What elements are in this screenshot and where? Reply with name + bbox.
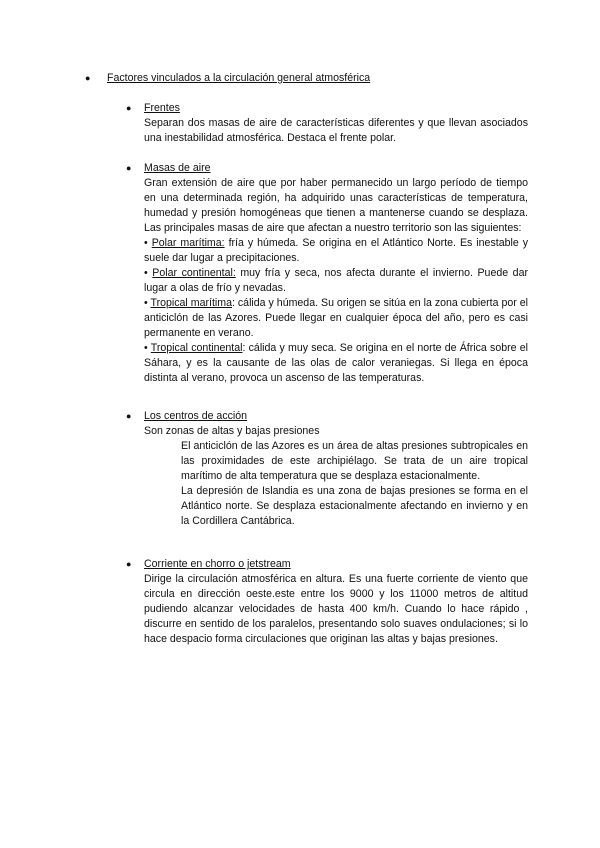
corriente-body <box>144 572 528 647</box>
masa-item: • Polar marítima: fría y húmeda. Se origina en el Atlántico Norte. Es inestable y suele dar lugar a precipitaciones. <box>144 237 529 264</box>
bullet-icon: ● <box>126 559 132 569</box>
masa-name: Polar continental: <box>152 267 236 279</box>
masa-item: • Tropical marítima: cálida y húmeda. Su origen se sitúa en la zona cubierta por el anticiclón de las Azores. Puede llegar en cualquier época del año, pero es casi permanente en verano. <box>144 297 528 339</box>
masas-title: Masas de aire <box>144 162 211 174</box>
masa-item: • Polar continental: muy fría y seca, nos afecta durante el invierno. Puede dar lugar a olas de frío y nevadas. <box>144 267 528 294</box>
centros-body <box>144 424 528 529</box>
frentes-text: Separan dos masas de aire de características diferentes y que llevan asociados una inestabilidad atmosférica. Destaca el frente polar. <box>144 117 528 144</box>
masa-name: Tropical continental <box>150 342 243 354</box>
masas-intro: Gran extensión de aire que por haber permanecido un largo período de tiempo en una determinada región, ha adquirido unas características de temperatura, humedad y presión homogéneas que tienen a mantenerse cuando se desplaza. Las principales masas de aire que afectan a nuestro territorio son las siguientes: <box>144 177 528 234</box>
bullet-icon: ● <box>126 103 132 113</box>
centros-islandia: La depresión de Islandia es una zona de bajas presiones se forma en el Atlántico norte. Se desplaza estacionalmente afectando en invierno y en la Cordillera Cantábrica. <box>181 485 528 527</box>
centros-intro: Son zonas de altas y bajas presiones <box>144 425 320 437</box>
main-topic-title: Factores vinculados a la circulación general atmosférica <box>107 72 371 84</box>
bullet-icon: ● <box>126 163 132 173</box>
corriente-title: Corriente en chorro o jetstream <box>144 558 291 570</box>
masa-name: Tropical marítima <box>150 297 232 309</box>
masas-body <box>144 176 528 386</box>
centros-title: Los centros de acción <box>144 410 248 422</box>
bullet-icon: ● <box>85 73 91 83</box>
frentes-body <box>144 116 528 146</box>
masa-name: Polar marítima: <box>151 237 225 249</box>
bullet-icon: ● <box>126 411 132 421</box>
corriente-text: Dirige la circulación atmosférica en altura. Es una fuerte corriente de viento que circula en dirección oeste.este entre los 9000 y los 11000 metros de altitud pudiendo alcanzar velocidades de hasta 400 km/h. Cuando lo hace rápido , discurre en sentido de los paralelos, presentando solo suaves ondulaciones; si lo hace despacio forma circulaciones que originan las altas y bajas presiones. <box>144 573 528 645</box>
centros-azores: El anticiclón de las Azores es un área de altas presiones subtropicales en las proximidades de este archipiélago. Se trata de un aire tropical marítimo de alta temperatura que se desplaza estacionalmente. <box>181 440 528 482</box>
frentes-title: Frentes <box>144 102 180 114</box>
masa-item: • Tropical continental: cálida y muy seca. Se origina en el norte de África sobre el Sáhara, y es la causante de las olas de calor veraniegas. Si llega en época distinta al verano, provoca un ascenso de las temperaturas. <box>144 342 528 384</box>
